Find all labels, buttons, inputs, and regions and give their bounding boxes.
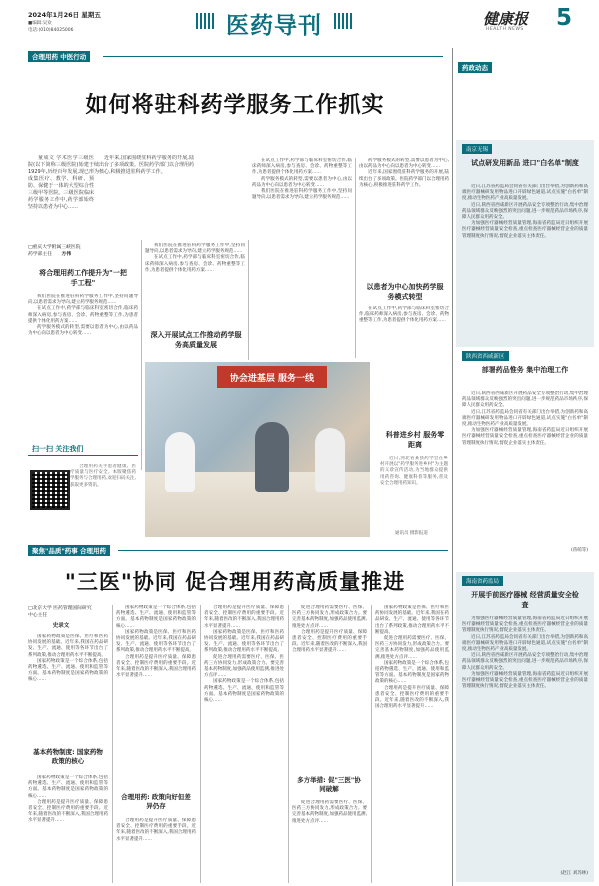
lower-headline: "三医"协同 促合理用药高质量推进	[64, 570, 406, 594]
lower-col5-text: 国家药物政策是医保、医疗和医药协同发展的基础。近年来,我国在药品研发、生产、流通、使用等各环节出台了系列政策,推动合理用药水平不断提高。	[375, 605, 449, 635]
lower-col5-text-4: 合理用药是提升医疗质量、保障患者安全、控制医疗费用的重要手段。近年来,随着医改的不断深入,我国合理用药水平显著提升……	[375, 685, 449, 710]
qr-code	[30, 470, 70, 510]
item2-body	[462, 391, 588, 541]
item1-location: 南京无锡	[462, 144, 492, 154]
item3-text-4: 为加强医疗器械经营质量管理,海南省药监局近日组织开展医疗器械经营质量安全检查,重点检查医疗器械经营企业的质量管理制度执行情况,督促企业落实主体责任。	[462, 671, 588, 690]
lower-col4-text: 促进合理用药需要医疗、医保、医药三方协同发力,形成政策合力。要完善基本药物制度,加强药品使用监测,推进处方点评……	[292, 605, 367, 629]
byline-name: 方伟	[61, 252, 72, 257]
photo-person-2	[255, 422, 289, 492]
photo-credit: 通讯员 摄影报道	[395, 531, 428, 536]
lower-col5-text-2: 促进合理用药需要医疗、医保、医药三方协同发力,形成政策合力。要完善基本药物制度,加强药品使用监测,推进处方点评……	[375, 636, 449, 660]
main-col2-text-2: 在试点工作中,药学部与临床科室密切合作,临床药师深入病房,参与查房、会诊、药物重整等工作,为患者提供个体化用药方案……	[145, 255, 245, 273]
main-intro-text-2: 近年来,国家围绕驻科药学服务的开展,陆续出台了多项政策。医院药学部门以合理用药为核心,积极推进驻科药学工作。	[94, 155, 194, 175]
photo-caption-text: 近日,河北省某县药学会在乡村开展以"药学服务进乡村"为主题的义诊宣传活动,为当地群众提供用药咨询、健康科普等服务,普及安全合理用药知识。	[380, 456, 448, 486]
main-col1	[28, 294, 138, 434]
lower-col3-text: 合理用药是提升医疗质量、保障患者安全、控制医疗费用的重要手段。近年来,随着医改的不断深入,我国合理用药水平显著提升……	[204, 605, 284, 629]
header	[0, 0, 599, 44]
lower-divider-1	[112, 605, 113, 883]
item1-text-3: 为加强医疗器械经营质量管理,海南省药监局近日组织开展医疗器械经营质量安全检查,重点检查医疗器械经营企业的质量管理制度执行情况,督促企业落实主体责任。	[462, 221, 588, 239]
main-col4b-text: 在试点工作中,药学部与临床科室密切合作,临床药师深入病房,参与查房、会诊、药物重整等工作,为患者提供个体化用药方案……	[359, 306, 449, 324]
lower-col2-text-3: 合理用药是提升医疗质量、保障患者安全、控制医疗费用的重要手段。近年来,随着医改的不断深入,我国合理用药水平显著提升……	[116, 654, 196, 679]
notice-text-body: 合理用药关乎患者健康、医疗质量与医疗安全。本版聚焦药学服务与合理用药,欢迎扫码关注,获取更多资讯。	[70, 464, 136, 488]
right-column-divider	[452, 48, 453, 886]
main-col4b	[359, 306, 449, 361]
phone-text: 电话:(010)84025006	[28, 28, 74, 33]
event-photo	[145, 362, 370, 537]
main-col3	[252, 158, 352, 358]
col-divider-3	[355, 158, 356, 358]
notice-title: 扫一扫 关注我们	[32, 445, 84, 453]
main-sub3: 以患者为中心加快药学服务模式转型	[366, 283, 444, 301]
lower-byline-unit: □北京大学 医药管理国际研究中心主任	[28, 606, 92, 618]
byline-role: 药学部主任	[28, 252, 52, 257]
item2-text-3: 为加强医疗器械经营质量管理,海南省药监局近日组织开展医疗器械经营质量安全检查,重点检查医疗器械经营企业的质量管理制度执行情况,督促企业落实主体责任。	[462, 428, 588, 446]
main-col1-text-3: 药学服务模式的转型,需要以患者为中心,由以药品为中心向以患者为中心转变……	[28, 325, 138, 337]
main-col4-text-2: 近年来,国家围绕驻科药学服务的开展,陆续出台了多项政策。医院药学部门以合理用药为核心,积极推进驻科药学工作。	[359, 170, 449, 188]
section-title-box	[216, 6, 332, 38]
notice-text	[70, 464, 136, 524]
lower-divider-4	[371, 605, 372, 883]
item1-text-2: 近日,陕西省西咸新区开展药品安全专项整治行动,集中治理药品领域群众反映强烈的突出问题,进一步规范药品市场秩序,保障人民群众用药安全。	[462, 202, 588, 221]
item1-text: 近日,江苏省药监局会同省有关部门出台举措,为创新药和高端医疗器械研发用物品进口开辟绿色通道,试点实施"白名单"制度,推动生物医药产业高质量发展。	[462, 184, 588, 202]
main-sub2: 深入开展试点工作推动药学服务高质量发展	[150, 331, 242, 349]
date-text: 2024年1月26日 星期五	[28, 11, 101, 19]
header-stripe-left	[196, 13, 214, 29]
col-divider-2	[248, 240, 249, 360]
lower-col5-text-3: 国家药物政策是一个综合体系,包括药物遴选、生产、流通、使用和监管等方面。基本药物制度是国家药物政策的核心……	[375, 660, 449, 685]
header-stripe-right	[334, 13, 352, 29]
band-line	[103, 56, 443, 57]
lower-col2	[116, 605, 196, 790]
lower-col1-text: 国家药物政策是医保、医疗和医药协同发展的基础。近年来,我国在药品研发、生产、流通、使用等各环节出台了系列政策,推动合理用药水平不断提高。	[28, 634, 108, 658]
item2-title: 部署药品惟务 集中治理工作	[481, 366, 569, 374]
lower-col1b-text-2: 合理用药是提升医疗质量、保障患者安全、控制医疗费用的重要手段。近年来,随着医改的不断深入,我国合理用药水平显著提升……	[28, 799, 108, 824]
lower-col4b	[292, 800, 367, 883]
page-number: 5	[556, 5, 573, 31]
lower-col3-text-4: 国家药物政策是一个综合体系,包括药物遴选、生产、流通、使用和监管等方面。基本药物制度是国家药物政策的核心……	[204, 679, 284, 704]
lower-col4	[292, 605, 367, 770]
lower-col2-text: 国家药物政策是一个综合体系,包括药物遴选、生产、流通、使用和监管等方面。基本药物制度是国家药物政策的核心……	[116, 605, 196, 629]
lower-col2-text-2: 国家药物政策是医保、医疗和医药协同发展的基础。近年来,我国在药品研发、生产、流通、使用等各环节出台了系列政策,推动合理用药水平不断提高。	[116, 629, 196, 654]
main-col2-text: 我们医院在推进驻科药学服务工作中,坚持问题导向,以患者需求为导向,建立药学服务规范……	[145, 243, 245, 255]
lower-byline-name: 史录文	[52, 623, 70, 629]
main-byline	[28, 243, 138, 257]
main-col3-text: 在试点工作中,药学部与临床科室密切合作,临床药师深入病房,参与查房、会诊、药物重整等工作,为患者提供个体化用药方案……	[252, 158, 352, 176]
notice-line	[28, 455, 138, 456]
photo-person-3	[315, 428, 345, 492]
col-divider-1	[141, 240, 142, 470]
item1-title: 试点研发用新品 进口"白名单"制度	[471, 159, 579, 167]
main-sub1: 将合理用药工作提升为"一把手工程"	[39, 269, 127, 287]
item3-text-2: 近日,江苏省药监局会同省有关部门出台举措,为创新药和高端医疗器械研发用物品进口开辟绿色通道,试点实施"白名单"制度,推动生物医药产业高质量发展。	[462, 634, 588, 653]
item3-text: 为加强医疗器械经营质量管理,海南省药监局近日组织开展医疗器械经营质量安全检查,重点检查医疗器械经营企业的质量管理制度执行情况,督促企业落实主体责任。	[462, 616, 588, 634]
lower-col4b-text: 促进合理用药需要医疗、医保、医药三方协同发力,形成政策合力。要完善基本药物制度,加强药品使用监测,推进处方点评……	[292, 800, 367, 824]
main-col4	[359, 158, 449, 278]
section-title: 医药导刊	[226, 12, 322, 39]
item3-body	[462, 616, 588, 866]
main-intro	[28, 155, 94, 237]
item3-title: 开展手前医疗器械 经营质量安全检查	[471, 591, 579, 609]
item2-location: 陕西省西咸新区	[462, 351, 509, 361]
photo-caption	[380, 456, 448, 526]
main-col3-text-2: 药学服务模式的转型,需要以患者为中心,由以药品为中心向以患者为中心转变……	[252, 176, 352, 188]
lower-col5	[375, 605, 449, 883]
lower-byline	[28, 605, 94, 629]
photo-person-1	[165, 432, 195, 492]
photo-banner-text: 协会进基层 服务一线	[229, 374, 315, 384]
lower-divider-3	[288, 605, 289, 883]
right-item3	[456, 572, 594, 882]
lower-col2b	[116, 818, 196, 883]
editor-text: ■编辑:吴欢	[28, 21, 52, 26]
lower-col3-text-3: 促进合理用药需要医疗、医保、医药三方协同发力,形成政策合力。要完善基本药物制度,加强药品使用监测,推进处方点评……	[204, 654, 284, 679]
item3-location: 海南省药监局	[462, 576, 503, 586]
lower-sub1: 基本药物制度: 国家药物政策的核心	[33, 748, 103, 765]
lower-band-line	[118, 550, 448, 551]
byline-unit: □重庆大学附属三峡医院	[28, 245, 81, 250]
lower-col1	[28, 634, 108, 764]
main-col1-text-2: 在试点工作中,药学部与临床科室密切合作,临床药师深入病房,参与查房、会诊、药物重整等工作,为患者提供个体化用药方案……	[28, 306, 138, 324]
lower-sub3: 多方举措: 促"三医"协同破解	[297, 776, 361, 793]
item2-text: 近日,陕西省西咸新区开展药品安全专项整治行动,集中治理药品领域群众反映强烈的突出问题,进一步规范药品市场秩序,保障人民群众用药安全。	[462, 391, 588, 409]
lower-col2b-text: 合理用药是提升医疗质量、保障患者安全、控制医疗费用的重要手段。近年来,随着医改的不断深入,我国合理用药水平显著提升……	[116, 818, 196, 842]
item3-text-3: 近日,陕西省西咸新区开展药品安全专项整治行动,集中治理药品领域群众反映强烈的突出问题,进一步规范药品市场秩序,保障人民群众用药安全。	[462, 653, 588, 671]
lower-col3-text-2: 国家药物政策是医保、医疗和医药协同发展的基础。近年来,我国在药品研发、生产、流通、使用等各环节出台了系列政策,推动合理用药水平不断提高。	[204, 629, 284, 654]
main-col1-text: 我们医院在推进驻科药学服务工作中,坚持问题导向,以患者需求为导向,建立药学服务规范……	[28, 294, 138, 306]
paper-en: HEALTH NEWS	[486, 27, 524, 32]
right-item1	[456, 140, 594, 362]
main-intro-text: 童成文 学术医学三级医院(以下简称三级医院)始建于1929年,历经百年发展,现已形成集医疗、教学、科研、预防、保健于一体的大型综合性三级甲等医院。三级医院临床药学服务工作中,药学部始终坚持以患者为中心……	[28, 155, 94, 210]
item1-body	[462, 184, 588, 344]
item2-text-2: 近日,江苏省药监局会同省有关部门出台举措,为创新药和高端医疗器械研发用物品进口开辟绿色通道,试点实施"白名单"制度,推动生物医药产业高质量发展。	[462, 409, 588, 428]
lower-divider-2	[200, 605, 201, 883]
lower-col3	[204, 605, 284, 883]
item3-byline: (赵江 刘苏林)	[560, 871, 588, 876]
lower-col1b	[28, 775, 108, 883]
lower-col1-text-2: 国家药物政策是一个综合体系,包括药物遴选、生产、流通、使用和监管等方面。基本药物制度是国家药物政策的核心……	[28, 658, 108, 683]
right-section-label: 药政动态	[458, 62, 492, 73]
lower-sub2: 合理用药: 政策向好但差异仍存	[121, 793, 191, 810]
item2-byline: (蒋萌等)	[570, 548, 588, 553]
lower-band-label: 聚焦"品质"药事 合理用药	[28, 545, 110, 556]
lower-col1b-text: 国家药物政策是一个综合体系,包括药物遴选、生产、流通、使用和监管等方面。基本药物制度是国家药物政策的核心……	[28, 775, 108, 799]
lower-col4-text-2: 合理用药是提升医疗质量、保障患者安全、控制医疗费用的重要手段。近年来,随着医改的不断深入,我国合理用药水平显著提升……	[292, 629, 367, 654]
main-headline: 如何将驻科药学服务工作抓实	[85, 93, 385, 118]
main-col3-text-3: 我们医院在推进驻科药学服务工作中,坚持问题导向,以患者需求为导向,建立药学服务规范……	[252, 189, 352, 201]
band-label: 合理用药 中医行动	[28, 51, 90, 62]
right-item2	[456, 347, 594, 559]
main-col4-text: 药学服务模式的转型,需要以患者为中心,由以药品为中心向以患者为中心转变……	[359, 158, 449, 170]
photo-banner	[217, 366, 327, 388]
paper-name: 健康报	[483, 10, 529, 28]
main-intro-2	[94, 155, 194, 237]
photo-caption-title: 科普进乡村 服务零距离	[385, 431, 445, 449]
